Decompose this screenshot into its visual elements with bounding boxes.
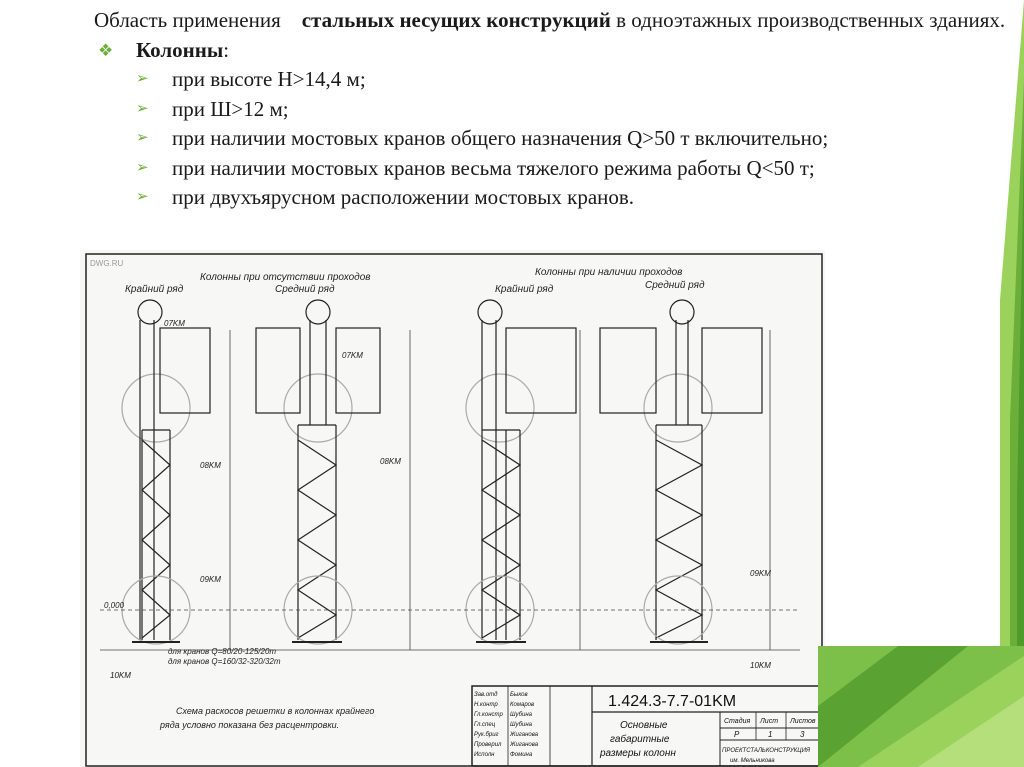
drawing-label: 09KM <box>200 575 221 584</box>
text-block <box>94 6 1016 213</box>
drawing-label: 09KM <box>750 569 771 578</box>
section-heading <box>94 36 1016 65</box>
stamp-sheet: Лист <box>760 718 779 725</box>
list-item-text: при Ш>12 м; <box>172 96 289 121</box>
stamp-role: Гл.констр <box>474 712 503 718</box>
arrow-bullet-icon: ➢ <box>136 130 149 147</box>
list-item <box>136 65 1016 95</box>
stamp-role: Гл.спец <box>474 722 496 728</box>
stamp-title-2: габаритные <box>610 734 670 745</box>
drawing-label: 08KM <box>380 457 401 466</box>
drawing-sub-right-1: Крайний ряд <box>495 284 554 295</box>
stamp-sheet-val: 1 <box>768 730 773 739</box>
arrow-bullet-icon: ➢ <box>136 71 149 88</box>
list-item <box>136 124 1016 154</box>
stamp-name: Шубина <box>510 722 533 728</box>
stamp-name: Быков <box>510 692 528 698</box>
diamond-bullet-icon: ❖ <box>98 41 114 60</box>
stamp-role: Зав.отд <box>474 692 498 698</box>
arrow-bullet-icon: ➢ <box>136 159 149 176</box>
list-item-text: при наличии мостовых кранов весьма тяжелого режима работы Q<50 т; <box>172 155 815 180</box>
intro-part2: в одноэтажных производственных зданиях. <box>616 8 1006 32</box>
section-colon: : <box>223 38 230 62</box>
drawing-watermark: DWG.RU <box>90 259 124 268</box>
drawing-sub-left-1: Крайний ряд <box>125 284 184 295</box>
stamp-name: Шубина <box>510 712 533 718</box>
drawing-label: 08KM <box>200 461 221 470</box>
drawing-sub-right-2: Средний ряд <box>645 280 705 291</box>
stamp-title-1: Основные <box>620 720 668 731</box>
list-item <box>136 183 1016 213</box>
technical-drawing <box>80 250 825 767</box>
stamp-sheets: Листов <box>790 718 816 725</box>
stamp-name: Комаров <box>510 702 535 708</box>
stamp-stage-val: Р <box>734 730 740 739</box>
drawing-header-right: Колонны при наличии проходов <box>535 267 683 278</box>
stamp-stage: Стадия <box>724 718 751 725</box>
stamp-org2: им. Мельникова <box>730 758 775 764</box>
list-item-text: при двухъярусном расположении мостовых кранов. <box>172 185 635 210</box>
drawing-crane-note-2: для кранов Q=160/32-320/32т <box>168 657 281 666</box>
stamp-role: Рук.бриг <box>474 732 499 738</box>
intro-paragraph <box>94 6 1016 35</box>
stamp-role: Проверил <box>474 742 502 748</box>
drawing-label: 07KM <box>342 351 363 360</box>
list-item <box>136 154 1016 184</box>
arrow-bullet-icon: ➢ <box>136 189 149 206</box>
drawing-bottom-note-2: ряда условно показана без расцентровки. <box>160 720 340 730</box>
stamp-role: Н.контр <box>474 702 498 708</box>
drawing-bottom-note-1: Схема раскосов решетки в колоннах крайнего <box>176 706 375 716</box>
drawing-label: 10KM <box>750 661 771 670</box>
stamp-sheets-val: 3 <box>800 730 805 739</box>
drawing-crane-note-1: для кранов Q=80/20-125/20т <box>168 647 277 656</box>
drawing-level: 0,000 <box>104 601 125 610</box>
intro-bold: стальных несущих конструкций <box>301 8 611 32</box>
stamp-role: Исполн <box>474 752 495 758</box>
list-item-text: при высоте H>14,4 м; <box>172 67 366 92</box>
arrow-bullet-icon: ➢ <box>136 100 149 117</box>
list-item <box>136 95 1016 125</box>
drawing-header-left: Колонны при отсутствии проходов <box>200 272 371 283</box>
stamp-title-3: размеры колонн <box>600 748 676 759</box>
drawing-label: 10KM <box>110 671 131 680</box>
green-corner-decoration <box>818 646 1024 767</box>
stamp-name: Жиганова <box>510 742 539 748</box>
stamp-name: Жиганова <box>510 732 539 738</box>
stamp-code: 1.424.3-7.7-01KM <box>608 693 737 710</box>
stamp-name: Фомина <box>510 752 533 758</box>
section-title: Колонны <box>136 38 224 62</box>
drawing-sub-left-2: Средний ряд <box>275 284 335 295</box>
stamp-org: ПРОЕКТСТАЛЬКОНСТРУКЦИЯ <box>722 748 810 754</box>
intro-part1: Область применения <box>94 8 281 32</box>
drawing-label: 07KM <box>164 319 185 328</box>
list-item-text: при наличии мостовых кранов общего назначения Q>50 т включительно; <box>172 126 829 151</box>
